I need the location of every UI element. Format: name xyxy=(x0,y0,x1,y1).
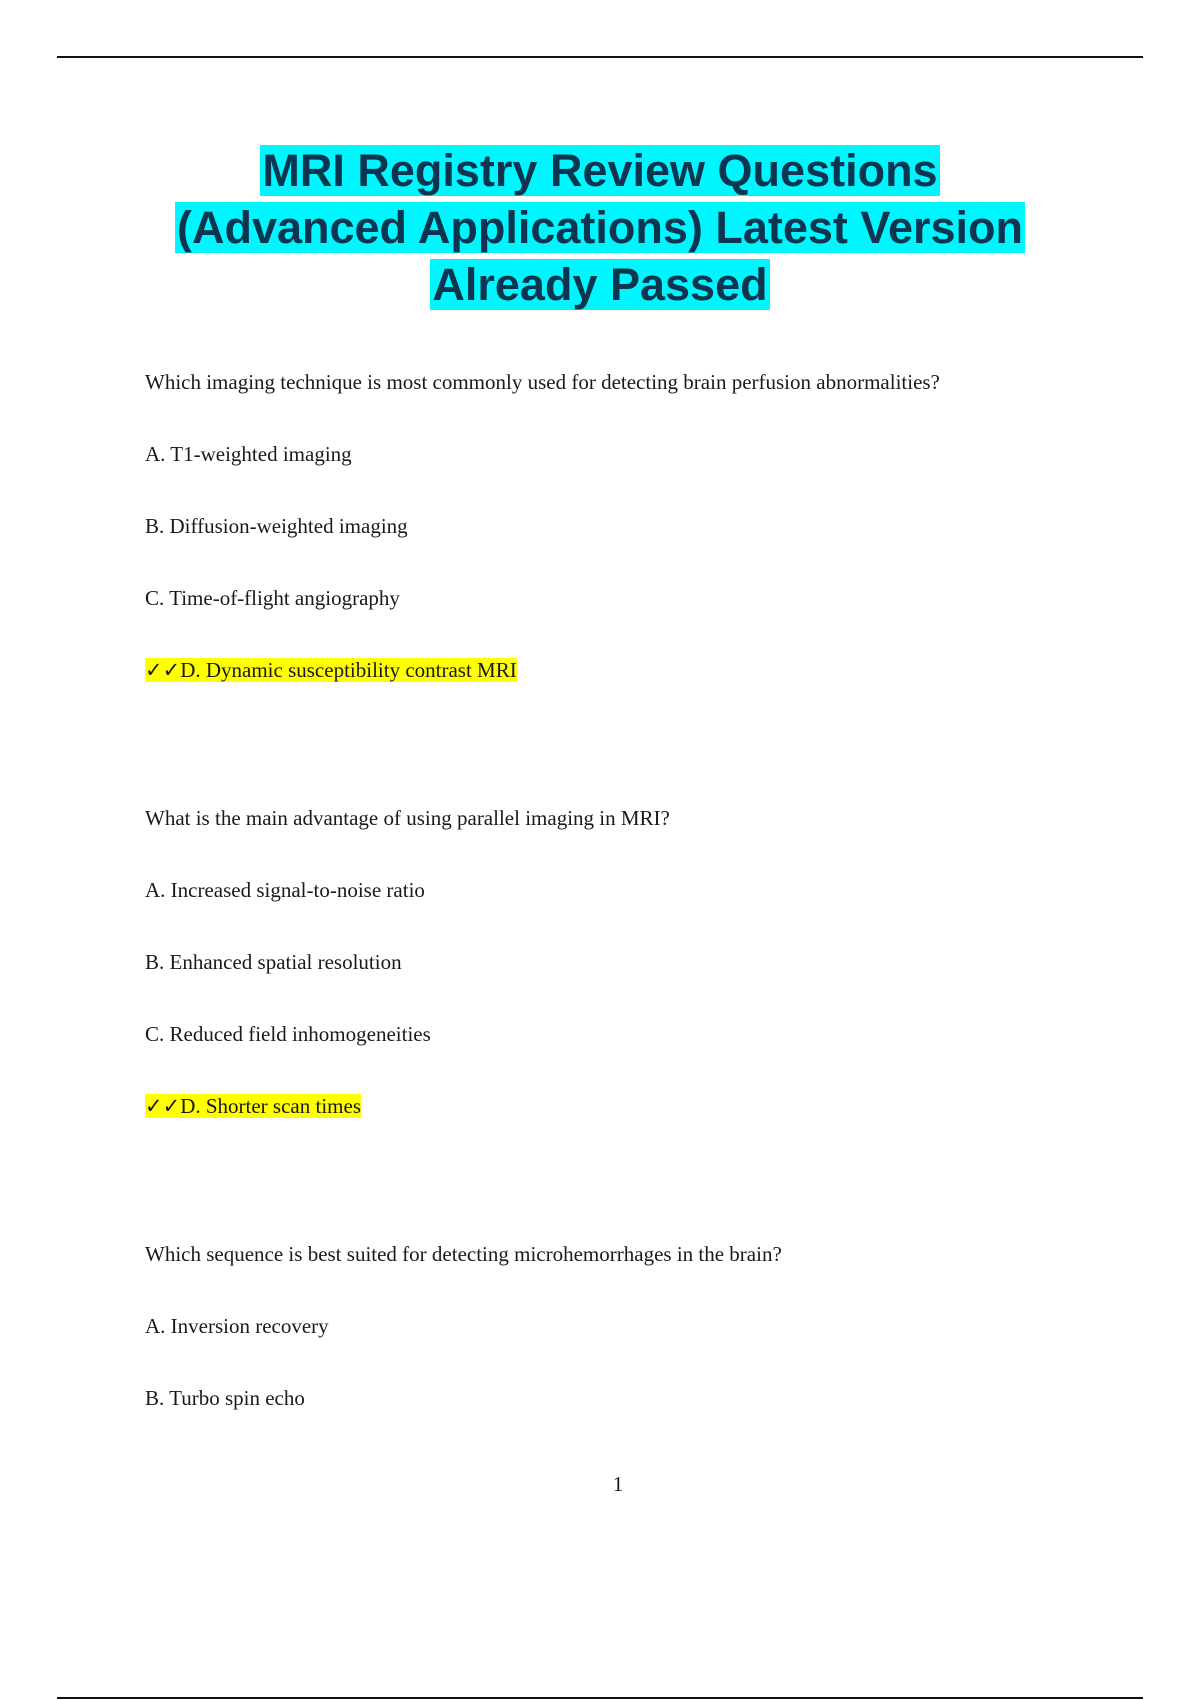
answer-option-b: B. Diffusion-weighted imaging xyxy=(145,514,408,538)
question-block-2 xyxy=(145,804,1105,1120)
answer-option-c: C. Reduced field inhomogeneities xyxy=(145,1022,431,1046)
question-text: Which sequence is best suited for detecting microhemorrhages in the brain? xyxy=(145,1242,782,1266)
correct-answer-highlight: ✓✓D. Dynamic susceptibility contrast MRI xyxy=(145,658,517,682)
question-block-3 xyxy=(145,1240,1105,1412)
document-title xyxy=(0,142,1200,313)
bottom-rule xyxy=(57,1697,1143,1699)
question-text: What is the main advantage of using parallel imaging in MRI? xyxy=(145,806,670,830)
correct-answer-highlight: ✓✓D. Shorter scan times xyxy=(145,1094,361,1118)
answer-option-b: B. Turbo spin echo xyxy=(145,1386,305,1410)
answer-option-c: C. Time-of-flight angiography xyxy=(145,586,400,610)
answer-option-a: A. Inversion recovery xyxy=(145,1314,329,1338)
answer-option-a: A. Increased signal-to-noise ratio xyxy=(145,878,425,902)
correct-answer-option-d xyxy=(145,1092,1105,1120)
title-line-2: (Advanced Applications) Latest Version xyxy=(176,202,1023,253)
question-text: Which imaging technique is most commonly used for detecting brain perfusion abnormalities? xyxy=(145,370,940,394)
page-number: 1 xyxy=(612,1472,624,1496)
top-rule xyxy=(57,56,1143,58)
answer-option-b: B. Enhanced spatial resolution xyxy=(145,950,402,974)
question-block-1 xyxy=(145,368,1105,684)
title-line-1: MRI Registry Review Questions xyxy=(262,145,938,196)
title-line-3: Already Passed xyxy=(432,259,768,310)
question-list xyxy=(145,368,1105,1456)
correct-answer-option-d xyxy=(145,656,1105,684)
answer-option-a: A. T1-weighted imaging xyxy=(145,442,352,466)
